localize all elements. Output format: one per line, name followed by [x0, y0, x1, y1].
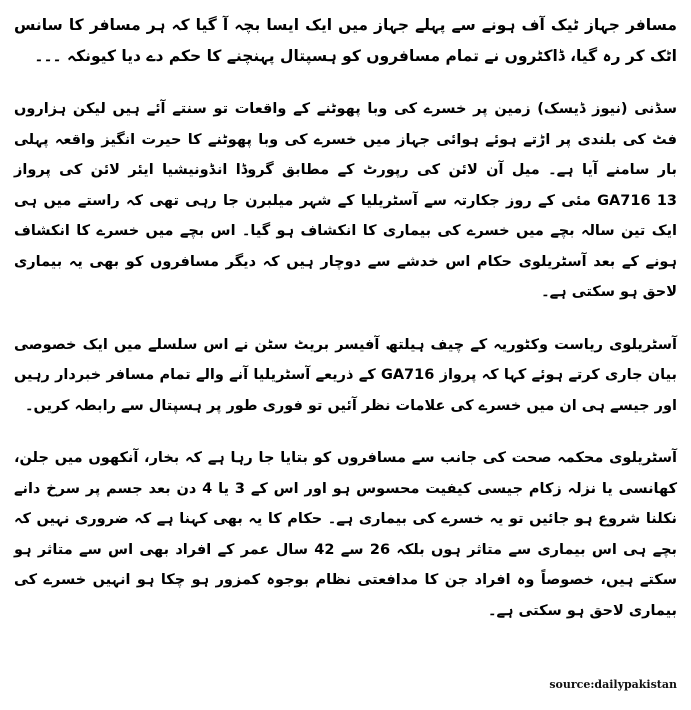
article-paragraph: سڈنی (نیوز ڈیسک) زمین پر خسرے کی وبا پھوٹنے کے واقعات تو سنتے آئے ہیں لیکن ہزاروں فٹ کی بلندی پر اڑتے ہوئے ہوائی جہاز میں خسرے کی وبا پھوٹنے کا حیرت انگیز واقعہ پہلی بار سامنے آیا ہے۔ میل آن لائن کی رپورٹ کے مطابق گروڈا انڈونیشیا ایئر لائن کی پرواز GA716 13 مئی کے روز جکارتہ سے آسٹریلیا کے شہر میلبرن جا رہی تھی کہ راستے میں ہی ایک تین سالہ بچے میں خسرے کی بیماری کا انکشاف ہو گیا۔ اس بچے میں خسرے کا انکشاف ہونے کے بعد آسٹریلوی حکام اس خدشے سے دوچار ہیں کہ دیگر مسافروں کو بھی یہ بیماری لاحق ہو سکتی ہے۔ [14, 101, 678, 300]
source-credit: source:dailypakistan [549, 678, 677, 691]
article-paragraph: آسٹریلوی محکمہ صحت کی جانب سے مسافروں کو بتایا جا رہا ہے کہ بخار، آنکھوں میں جلن، کھانسی یا نزلہ زکام جیسی کیفیت محسوس ہو اور اس کے 3 یا 4 دن بعد جسم پر سرخ دانے نکلنا شروع ہو جائیں تو یہ خسرے کی بیماری ہے۔ حکام کا یہ بھی کہنا ہے کہ ضروری نہیں کہ بچے ہی اس بیماری سے متاثر ہوں بلکہ 26 سے 42 سال عمر کے افراد بھی اس سے متاثر ہو سکتے ہیں، خصوصاً وہ افراد جن کا مدافعتی نظام بوجوہ کمزور ہو چکا ہو انہیں خسرے کی بیماری لاحق ہو سکتی ہے۔ [14, 450, 677, 619]
article [14, 10, 677, 648]
article-headline: مسافر جہاز ٹیک آف ہونے سے پہلے جہاز میں ایک ایسا بچہ آ گیا کہ ہر مسافر کا سانس اٹک کر رہ گیا، ڈاکٹروں نے تمام مسافروں کو ہسپتال پہنچنے کا حکم دے دیا کیونکہ ۔۔۔ [14, 16, 677, 65]
article-paragraph: آسٹریلوی ریاست وکٹوریہ کے چیف ہیلتھ آفیسر بریٹ سٹن نے اس سلسلے میں ایک خصوصی بیان جاری کرتے ہوئے کہا کہ پرواز GA716 کے ذریعے آسٹریلیا آنے والے تمام مسافر خبردار رہیں اور جیسے ہی ان میں خسرے کی علامات نظر آئیں تو فوری طور پر ہسپتال سے رابطہ کریں۔ [14, 336, 677, 414]
